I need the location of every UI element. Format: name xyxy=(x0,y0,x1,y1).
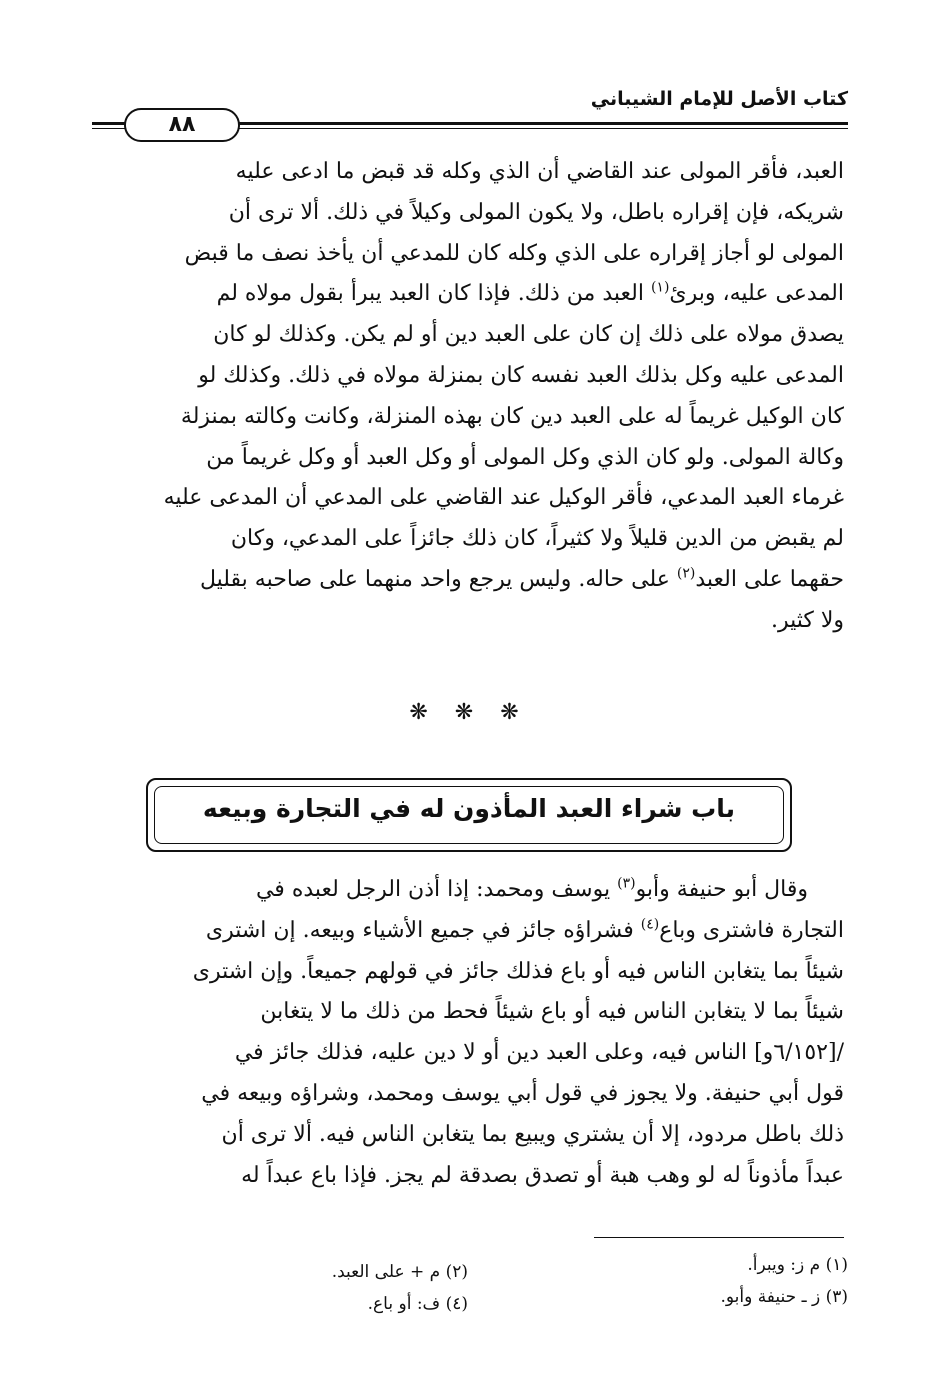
section-separator: ❋ ❋ ❋ xyxy=(409,700,529,725)
footnote-ref-1[interactable]: (١) xyxy=(650,280,670,297)
book-title: كتاب الأصل للإمام الشيباني xyxy=(590,88,848,110)
chapter-heading-frame xyxy=(146,778,792,852)
text-run: التجارة فاشترى وباع xyxy=(659,917,844,943)
footnote-ref-3[interactable]: (٣) xyxy=(617,875,636,892)
footnote-ref-2[interactable]: (٢) xyxy=(676,565,696,582)
text-line: المولى لو أجاز إقراره على الذي وكله كان للمدعي أن يأخذ نصف ما قبض xyxy=(184,240,844,266)
text-run: وقال أبو حنيفة وأبو xyxy=(635,877,808,902)
text-run: يوسف ومحمد: إذا أذن الرجل لعبده في xyxy=(255,877,618,902)
text-line xyxy=(92,560,844,601)
text-line xyxy=(92,870,844,911)
text-line: لم يقبض من الدين قليلاً ولا كثيراً، كان ذلك جائزاً على المدعي، وكان xyxy=(230,526,844,552)
text-line xyxy=(92,274,844,315)
footnote-4: (٤) ف: أو باع. xyxy=(367,1294,468,1314)
page-number: ٨٨ xyxy=(124,108,240,142)
text-line: شيئاً بما لا يتغابن الناس فيه أو باع شيئاً فحط من ذلك ما لا يتغابن xyxy=(260,999,844,1025)
text-line: شيئاً بما يتغابن الناس فيه أو باع فذلك جائز في قولهم جميعاً. وإن اشترى xyxy=(192,958,844,984)
text-run: على حاله. وليس يرجع واحد منهما على صاحبه بقليل xyxy=(199,566,677,592)
text-run: فشراؤه جائز في جميع الأشياء وبيعه. إن اشترى xyxy=(205,917,641,943)
text-line: المدعى عليه وكل بذلك العبد نفسه كان بمنزلة مولاه في ذلك. وكذلك لو xyxy=(198,362,844,388)
text-line: غرماء العبد المدعي، فأقر الوكيل عند القاضي على المدعي أن المدعى عليه xyxy=(163,485,844,511)
text-run: العبد من ذلك. فإذا كان العبد يبرأ بقول مولاه لم xyxy=(216,281,651,307)
text-line: ولا كثير. xyxy=(770,607,844,633)
text-run: المدعى عليه، وبرئ xyxy=(669,281,844,307)
text-line: يصدق مولاه على ذلك إن كان على العبد دين أو لم يكن. وكذلك لو كان xyxy=(213,322,844,348)
footnote-ref-4[interactable]: (٤) xyxy=(640,916,660,933)
text-run: حقهما على العبد xyxy=(695,566,844,592)
text-line: العبد، فأقر المولى عند القاضي أن الذي وكله قد قبض ما ادعى عليه xyxy=(235,159,844,184)
text-line: كان الوكيل غريماً له على العبد دين كان بهذه المنزلة، وكانت وكالته بمنزلة xyxy=(180,403,844,429)
text-line: شريكه، فإن إقراره باطل، ولا يكون المولى وكيلاً في ذلك. ألا ترى أن xyxy=(228,199,844,225)
running-header xyxy=(92,82,848,152)
paragraph-continued xyxy=(92,152,844,642)
text-line xyxy=(92,911,844,952)
chapter-title: باب شراء العبد المأذون له في التجارة وبيعه xyxy=(202,794,736,823)
text-line: قول أبي حنيفة. ولا يجوز في قول أبي يوسف ومحمد، وشراؤه وبيعه في xyxy=(201,1080,844,1106)
text-line: عبداً مأذوناً له لو وهب هبة أو تصدق بصدقة لم يجز. فإذا باع عبداً له xyxy=(241,1162,844,1188)
footnote-1: (١) م ز: ويبرأ. xyxy=(747,1255,848,1275)
text-line: وكالة المولى. ولو كان الذي وكل المولى أو وكل العبد أو وكل غريماً من xyxy=(206,444,844,470)
text-line: ذلك باطل مردود، إلا أن يشتري ويبيع بما يتغابن الناس فيه. ألا ترى أن xyxy=(221,1121,844,1147)
chapter-paragraph xyxy=(92,870,844,1196)
text-line: /[٦/١٥٢و] الناس فيه، وعلى العبد دين أو لا دين عليه، فذلك جائز في xyxy=(234,1040,844,1066)
footnote-separator xyxy=(594,1237,844,1238)
footnote-3: (٣) ز ـ حنيفة وأبو. xyxy=(720,1287,848,1307)
footnote-2: (٢) م + على العبد. xyxy=(331,1262,468,1282)
